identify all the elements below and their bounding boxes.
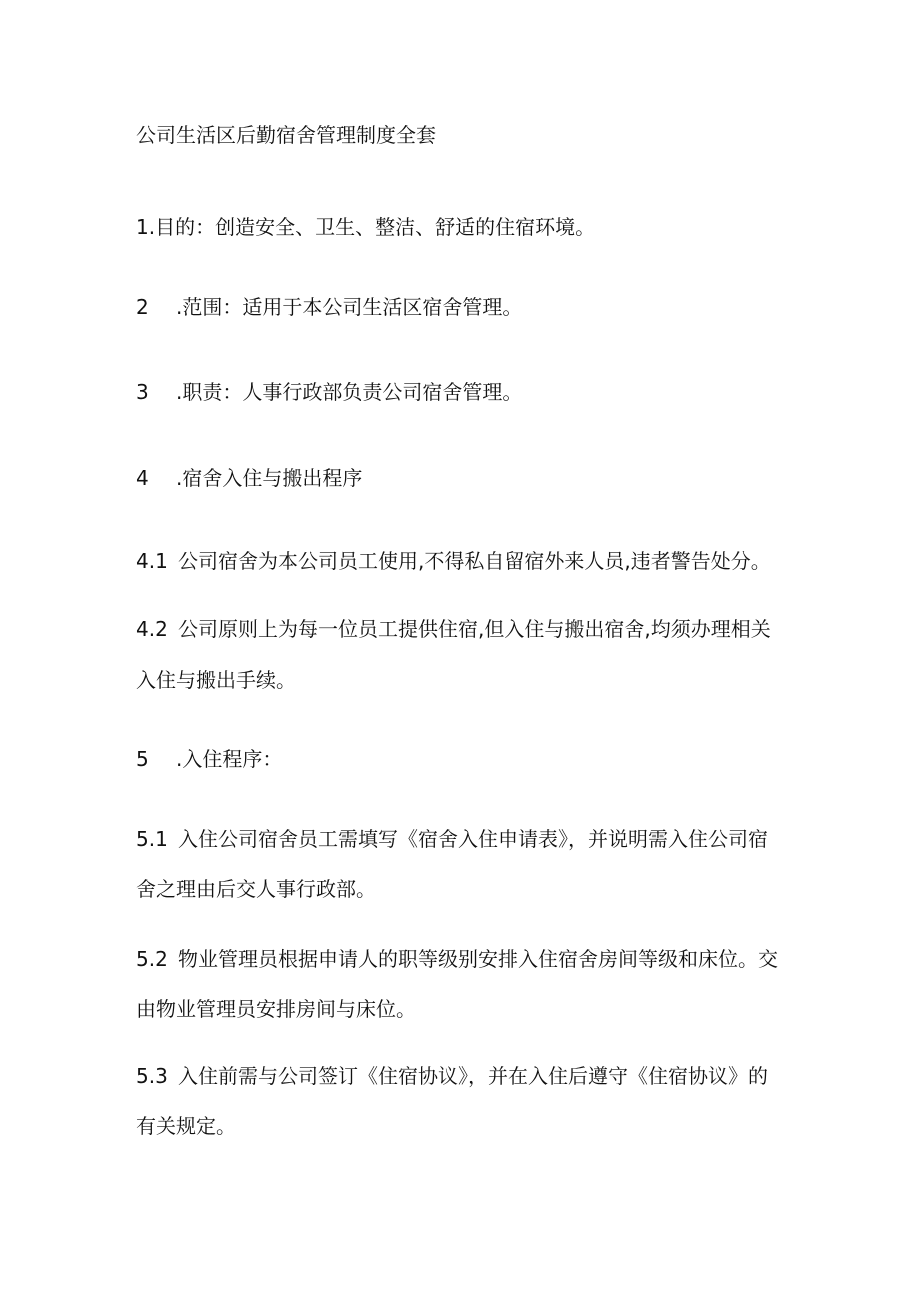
section-number: 4.1 <box>136 549 168 573</box>
section-4-2-continued <box>136 665 296 695</box>
section-number: 4 <box>136 466 149 490</box>
section-5 <box>136 744 282 774</box>
section-text: 入住公司宿舍员工需填写《宿舍入住申请表》，并说明需入住公司宿 <box>178 827 768 851</box>
section-number: 1. <box>136 215 156 239</box>
section-text: .宿舍入住与搬出程序 <box>176 466 363 490</box>
section-text: 物业管理员根据申请人的职等级别安排入住宿舍房间等级和床位。交 <box>178 947 778 971</box>
section-text: 入住前需与公司签订《住宿协议》，并在入住后遵守《住宿协议》的 <box>178 1064 768 1088</box>
section-5-1 <box>136 824 768 854</box>
section-number: 5.1 <box>136 827 168 851</box>
section-number: 3 <box>136 380 149 404</box>
section-number: 5.2 <box>136 947 168 971</box>
section-5-2-continued <box>136 994 416 1024</box>
section-4-2 <box>136 614 771 644</box>
section-5-3-continued <box>136 1111 236 1141</box>
section-text-continued: 有关规定。 <box>136 1114 236 1138</box>
section-text-continued: 入住与搬出手续。 <box>136 668 296 692</box>
document-title <box>136 120 436 150</box>
section-text: .范围：适用于本公司生活区宿舍管理。 <box>176 295 523 319</box>
title-text: 公司生活区后勤宿舍管理制度全套 <box>136 123 436 147</box>
section-text-continued: 由物业管理员安排房间与床位。 <box>136 997 416 1021</box>
section-number: 2 <box>136 295 149 319</box>
section-number: 5 <box>136 747 149 771</box>
section-text: .职责：人事行政部负责公司宿舍管理。 <box>176 380 523 404</box>
section-text: 公司宿舍为本公司员工使用,不得私自留宿外来人员,违者警告处分。 <box>178 549 771 573</box>
section-text: 公司原则上为每一位员工提供住宿,但入住与搬出宿舍,均须办理相关 <box>178 617 771 641</box>
section-2 <box>136 292 522 322</box>
section-number: 5.3 <box>136 1064 168 1088</box>
section-5-1-continued <box>136 874 376 904</box>
section-4-1 <box>136 546 771 576</box>
section-5-3 <box>136 1061 768 1091</box>
section-5-2 <box>136 944 778 974</box>
section-number: 4.2 <box>136 617 168 641</box>
section-text-continued: 舍之理由后交人事行政部。 <box>136 877 376 901</box>
section-3 <box>136 377 522 407</box>
section-4 <box>136 463 362 493</box>
section-text: 目的：创造安全、卫生、整洁、舒适的住宿环境。 <box>155 215 596 239</box>
section-text: .入住程序： <box>176 747 283 771</box>
section-1 <box>136 212 595 242</box>
